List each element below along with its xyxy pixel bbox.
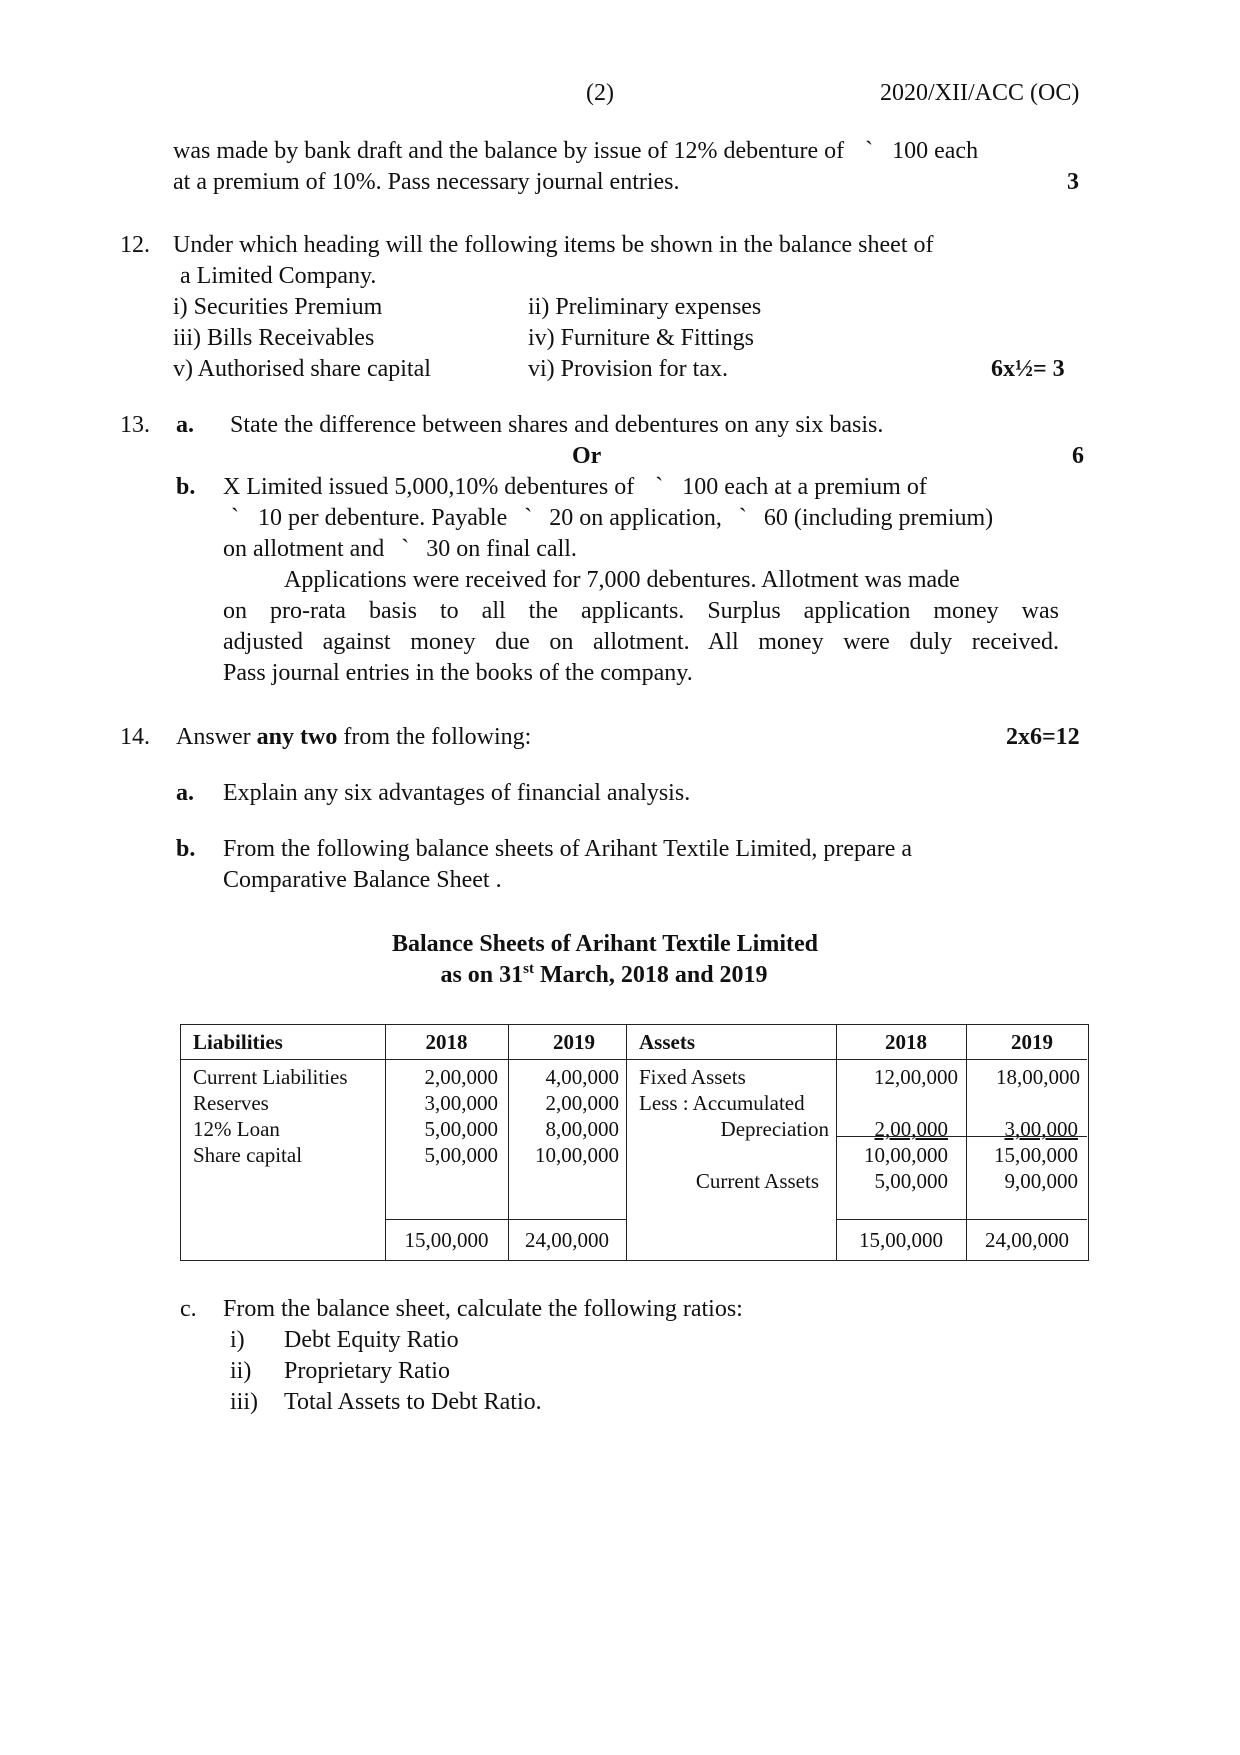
table-title-2b: March, 2018 and 2019 xyxy=(539,962,768,988)
q13-or: Or xyxy=(572,443,602,469)
q13-marks: 6 xyxy=(1072,443,1084,469)
assets-total-2018: 15,00,000 xyxy=(859,1228,943,1252)
liability-2018: 3,00,000 xyxy=(424,1091,498,1115)
q14-intro-b: from the following: xyxy=(343,724,532,750)
q12-item-4: iv) Furniture & Fittings xyxy=(528,325,755,351)
header-liabilities: Liabilities xyxy=(193,1030,283,1054)
q13-b-text-4: 20 on application, xyxy=(549,505,722,531)
q12-item-3: iii) Bills Receivables xyxy=(173,325,375,351)
q14-a-text: Explain any six advantages of financial analysis. xyxy=(223,780,691,806)
q12-marks: 6x½= 3 xyxy=(991,356,1065,382)
q13-b-para-4: Pass journal entries in the books of the company. xyxy=(223,660,693,686)
q14-c-text: From the balance sheet, calculate the following ratios: xyxy=(223,1296,743,1322)
q14-c-item-text: Debt Equity Ratio xyxy=(284,1327,459,1353)
assets-total-line xyxy=(836,1219,1087,1220)
assets-total-2019: 24,00,000 xyxy=(985,1228,1069,1252)
table-title-2a: as on 31 xyxy=(440,962,524,988)
table-title-1: Balance Sheets of Arihant Textile Limited xyxy=(392,931,818,957)
liability-name: Share capital xyxy=(193,1143,303,1167)
q13-b-para-2: on pro-rata basis to all the applicants. Surplus application money was xyxy=(223,598,1059,624)
liability-name: 12% Loan xyxy=(193,1117,280,1141)
q13-b-para-3: adjusted against money due on allotment. All money were duly received. xyxy=(223,629,1059,655)
liability-name: Reserves xyxy=(193,1091,269,1115)
q14-a-label: a. xyxy=(176,780,194,806)
q12-item-1: i) Securities Premium xyxy=(173,294,383,320)
q12-item-6: vi) Provision for tax. xyxy=(528,356,728,382)
q11-line1-text: was made by bank draft and the balance by issue of 12% debenture of xyxy=(173,138,845,164)
q13-a-label: a. xyxy=(176,412,194,438)
dep-2019: 3,00,000 xyxy=(1004,1117,1078,1141)
q14-c-label: c. xyxy=(180,1296,197,1322)
liability-2018: 2,00,000 xyxy=(424,1065,498,1089)
q14-intro-bold: any two xyxy=(256,724,338,750)
q14-c-item-text: Total Assets to Debt Ratio. xyxy=(284,1389,542,1415)
net-2019: 15,00,000 xyxy=(994,1143,1078,1167)
q14-c-item-num: iii) xyxy=(230,1389,258,1415)
q11-line1 xyxy=(173,136,978,167)
rupee-symbol: ` xyxy=(865,138,874,164)
q14-c-item-text: Proprietary Ratio xyxy=(284,1358,450,1384)
liability-2019: 2,00,000 xyxy=(545,1091,619,1115)
asset-current-assets: Current Assets xyxy=(695,1169,819,1193)
liabilities-total-line xyxy=(385,1219,626,1220)
header-assets-2019: 2019 xyxy=(1011,1030,1053,1054)
balance-sheet-table xyxy=(180,1024,1089,1261)
q12-number: 12. xyxy=(120,232,150,258)
q12-item-5: v) Authorised share capital xyxy=(173,356,431,382)
ca-2018: 5,00,000 xyxy=(874,1169,948,1193)
q12-item-2: ii) Preliminary expenses xyxy=(528,294,762,320)
liability-2019: 8,00,000 xyxy=(545,1117,619,1141)
q14-c-item-num: i) xyxy=(230,1327,245,1353)
q13-b-text-1: X Limited issued 5,000,10% debentures of xyxy=(223,474,635,500)
fixed-2018: 12,00,000 xyxy=(874,1065,958,1089)
q14-b-line2: Comparative Balance Sheet . xyxy=(223,867,502,893)
ca-2019: 9,00,000 xyxy=(1004,1169,1078,1193)
q13-b-text-2: 100 each at a premium of xyxy=(682,474,927,500)
q13-b-text-7: 30 on final call. xyxy=(426,536,577,562)
rupee-symbol: ` xyxy=(401,536,410,562)
q13-number: 13. xyxy=(120,412,150,438)
liability-2018: 5,00,000 xyxy=(424,1117,498,1141)
q13-b-line2 xyxy=(226,503,993,534)
liability-name: Current Liabilities xyxy=(193,1065,348,1089)
q13-b-para-1: Applications were received for 7,000 debentures. Allotment was made xyxy=(284,567,960,593)
fixed-2019: 18,00,000 xyxy=(996,1065,1080,1089)
q14-intro xyxy=(176,722,531,753)
q14-number: 14. xyxy=(120,724,150,750)
asset-depreciation: Depreciation xyxy=(720,1117,829,1141)
col-divider xyxy=(626,1025,627,1260)
q14-marks: 2x6=12 xyxy=(1006,724,1080,750)
q11-marks: 3 xyxy=(1067,169,1079,195)
liability-2018: 5,00,000 xyxy=(424,1143,498,1167)
paper-code: 2020/XII/ACC (OC) xyxy=(880,80,1080,106)
q14-b-line1: From the following balance sheets of Arihant Textile Limited, prepare a xyxy=(223,836,913,862)
header-2018: 2018 xyxy=(425,1030,468,1054)
q14-b-label: b. xyxy=(176,836,196,862)
asset-fixed-assets: Fixed Assets xyxy=(639,1065,746,1089)
q11-line2: at a premium of 10%. Pass necessary journal entries. xyxy=(173,169,680,195)
header-assets: Assets xyxy=(639,1030,695,1054)
q14-c-item-num: ii) xyxy=(230,1358,252,1384)
rupee-symbol: ` xyxy=(524,505,533,531)
q13-b-text-3: 10 per debenture. Payable xyxy=(258,505,508,531)
q11-line1-text-end: 100 each xyxy=(892,138,979,164)
q12-line1: Under which heading will the following items be shown in the balance sheet of xyxy=(173,232,934,258)
header-2019: 2019 xyxy=(553,1030,595,1054)
q13-b-line1 xyxy=(223,472,927,503)
q14-intro-a: Answer xyxy=(176,724,251,750)
rupee-symbol: ` xyxy=(738,505,747,531)
q13-b-text-6: on allotment and xyxy=(223,536,385,562)
liability-2019: 10,00,000 xyxy=(535,1143,619,1167)
table-title-sup: st xyxy=(523,961,534,977)
asset-less-accumulated: Less : Accumulated xyxy=(639,1091,805,1115)
net-2018: 10,00,000 xyxy=(864,1143,948,1167)
page-number: (2) xyxy=(586,80,614,106)
rupee-symbol: ` xyxy=(231,505,239,531)
header-divider xyxy=(181,1059,1087,1060)
header-assets-2018: 2018 xyxy=(885,1030,927,1054)
q12-line2: a Limited Company. xyxy=(180,263,377,289)
q13-b-text-5: 60 (including premium) xyxy=(763,505,994,531)
liabilities-total-2018: 15,00,000 xyxy=(404,1228,489,1252)
table-title-2 xyxy=(0,960,1208,991)
liability-2019: 4,00,000 xyxy=(545,1065,619,1089)
dep-2018: 2,00,000 xyxy=(874,1117,948,1141)
rupee-symbol: ` xyxy=(655,474,664,500)
q13-b-label: b. xyxy=(176,474,196,500)
q13-b-line3 xyxy=(223,534,577,565)
liabilities-total-2019: 24,00,000 xyxy=(525,1228,609,1252)
q13-a-text: State the difference between shares and debentures on any six basis. xyxy=(230,412,884,438)
